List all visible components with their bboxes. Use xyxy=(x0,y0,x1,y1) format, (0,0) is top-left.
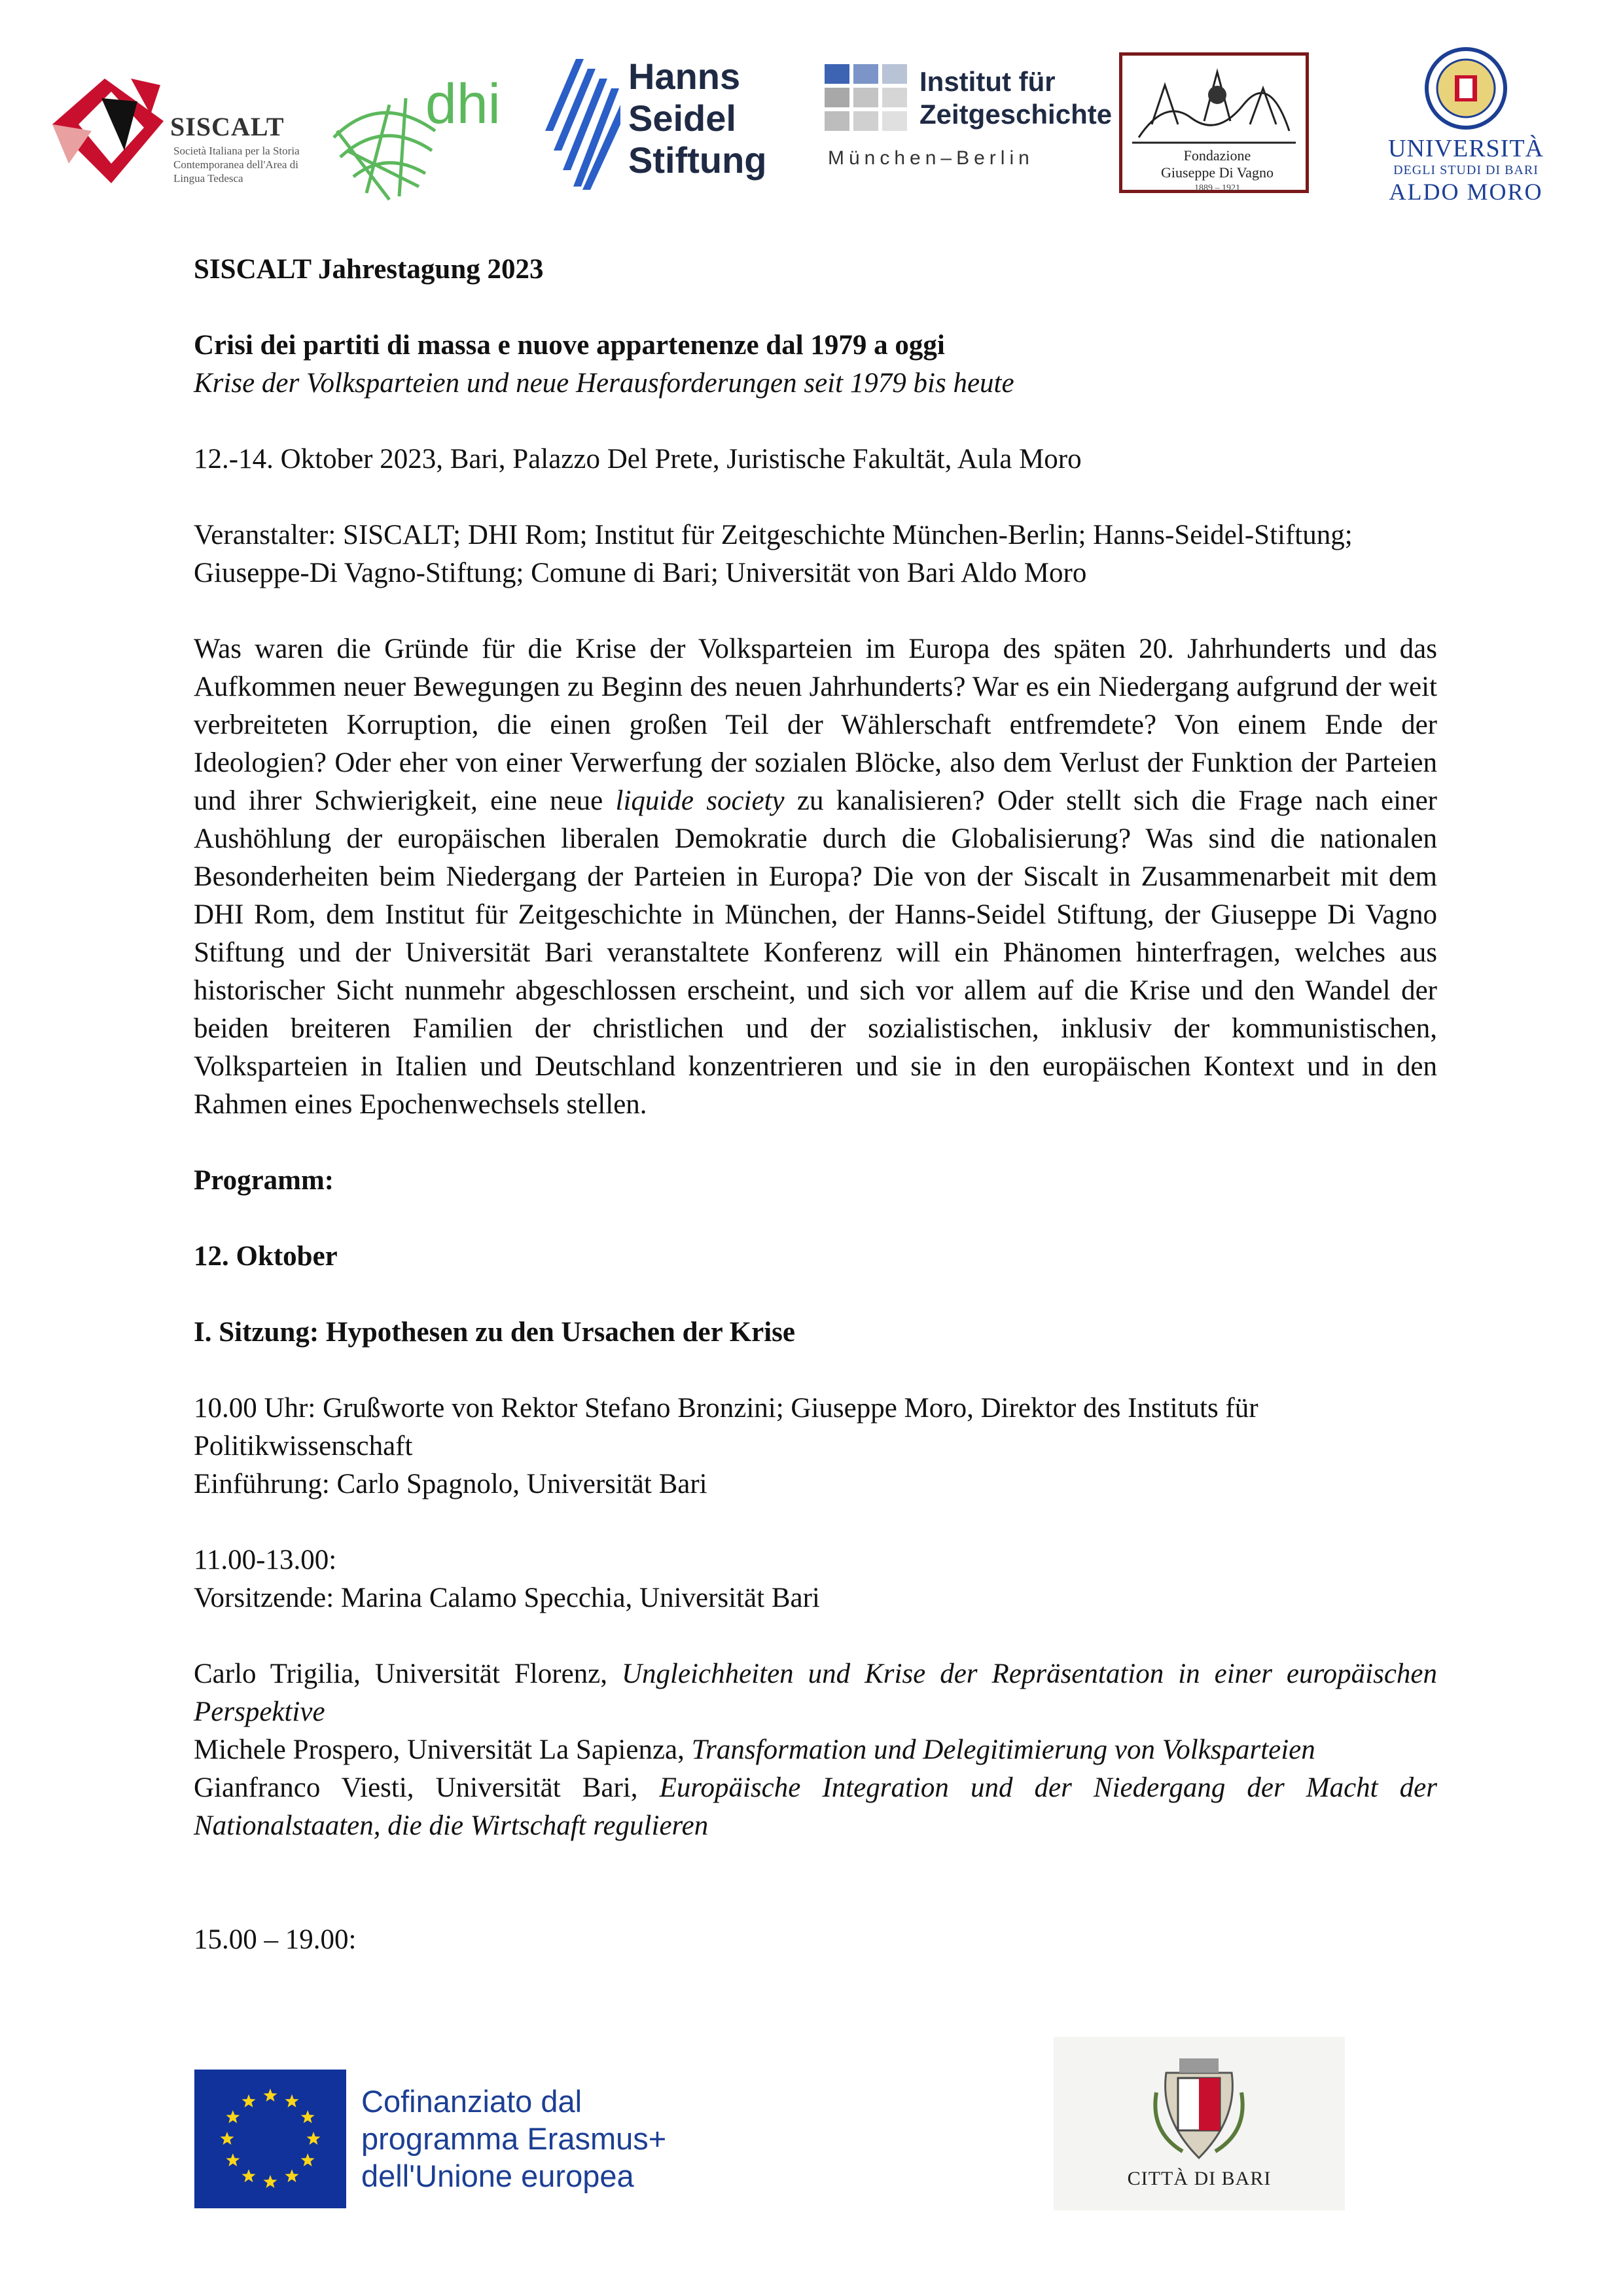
ifz-logo xyxy=(825,52,1113,203)
eu-star-icon xyxy=(221,2132,234,2145)
erasmus-line1: Cofinanziato dal xyxy=(361,2084,582,2119)
ifz-city: München–Berlin xyxy=(828,147,1034,169)
introduction-line: Einführung: Carlo Spagnolo, Universität Bari xyxy=(194,1469,707,1499)
fondazione-frame xyxy=(1119,52,1309,193)
talk-title: Transformation und Delegitimierung von Volksparteien xyxy=(691,1734,1315,1765)
eu-star-icon xyxy=(285,2094,299,2108)
fondazione-line1: Fondazione xyxy=(1183,147,1251,164)
eu-star-icon xyxy=(242,2094,256,2108)
erasmus-text xyxy=(361,2083,666,2195)
uniba-line3: ALDO MORO xyxy=(1389,179,1543,205)
eu-flag-icon xyxy=(194,2070,346,2208)
dhi-logo xyxy=(327,52,510,203)
session-heading: I. Sitzung: Hypothesen zu den Ursachen der Krise xyxy=(194,1317,795,1348)
hss-stripes-icon xyxy=(543,52,622,203)
ifz-grid-icon xyxy=(825,64,916,143)
document-body xyxy=(194,251,1437,1959)
slot1-chair: Vorsitzende: Marina Calamo Specchia, Universität Bari xyxy=(194,1583,820,1613)
uniba-seal-icon xyxy=(1423,46,1508,131)
siscalt-subtitle: Società Italiana per la Storia Contemporanea dell'Area di Lingua Tedesca xyxy=(173,145,300,185)
fondazione-di-vagno-logo xyxy=(1119,52,1309,203)
siscalt-name: SISCALT xyxy=(170,112,285,141)
organizers: Veranstalter: SISCALT; DHI Rom; Institut für Zeitgeschichte München-Berlin; Hanns-Seidel-Stiftung; Giuseppe-Di Vagno-Stiftung; Comune di Bari; Universität von Bari Aldo Moro xyxy=(194,520,1353,588)
uniba-line1: UNIVERSITÀ xyxy=(1388,135,1544,162)
welcome-line: 10.00 Uhr: Grußworte von Rektor Stefano Bronzini; Giuseppe Moro, Direktor des Instituts für Politikwissenschaft xyxy=(194,1393,1258,1462)
eu-star-icon xyxy=(301,2153,315,2166)
abstract-part1: Was waren die Gründe für die Krise der Volksparteien im Europa des späten 20. Jahrhunderts und das Aufkommen neuer Bewegungen zu Beginn des neuen Jahrhunderts? War es ein Niedergang aufgrund der weit verbreiteten Korruption, die einen großen Teil der Wählerschaft entfremdete? Von einem Ende der Ideologien? Oder eher von einer Verwerfung der sozialen Blöcke, also dem Verlust der Funktion der Parteien und ihrer Schwierigkeit, eine neue xyxy=(194,634,1437,816)
fondazione-line2: Giuseppe Di Vagno xyxy=(1161,164,1274,181)
uniba-name xyxy=(1348,134,1584,206)
abstract-part2: zu kanalisieren? Oder stellt sich die Frage nach einer Aushöhlung der europäischen liberalen Demokratie durch die Globalisierung? Was sind die nationalen Besonderheiten beim Niedergang der Parteien in Europa? Die von der Siscalt in Zusammenarbeit mit dem DHI Rom, dem Institut für Zeitgeschichte in München, der Hanns-Seidel Stiftung, der Giuseppe Di Vagno Stiftung und der Universität Bari veranstaltete Konferenz will ein Phänomen hinterfragen, welches aus historischer Sicht nunmehr abgeschlossen erscheint, und sich vor allem auf die Krise und den Wandel der beiden breiteren Familien der christlichen und der sozialistischen, inklusiv der kommunistischen, Volksparteien in Italien und Deutschland konzentrieren und sie in den europäischen Kontext und in den Rahmen eines Epochenwechsels stellen. xyxy=(194,785,1437,1120)
ifz-name xyxy=(919,65,1112,131)
uniba-logo xyxy=(1348,52,1584,203)
title-italian: Crisi dei partiti di massa e nuove appartenenze dal 1979 a oggi xyxy=(194,330,945,361)
citta-di-bari-logo xyxy=(1054,2037,1345,2210)
ifz-line1: Institut für xyxy=(919,66,1056,97)
ifz-line2: Zeitgeschichte xyxy=(919,99,1113,130)
eu-star-icon xyxy=(307,2132,321,2145)
hss-name xyxy=(628,56,766,181)
dhi-name: dhi xyxy=(425,73,501,135)
abstract-paragraph xyxy=(194,630,1437,1124)
talk-title: Ungleichheiten und Krise der Repräsentation in einer europäischen Perspektive xyxy=(194,1659,1437,1727)
uniba-line2: DEGLI STUDI DI BARI xyxy=(1393,163,1539,177)
erasmus-cofunding-logo xyxy=(194,2070,679,2208)
eu-star-icon xyxy=(285,2169,299,2182)
eu-star-icon xyxy=(301,2110,315,2123)
talk-title: Europäische Integration und der Niedergang der Macht der Nationalstaaten, die die Wirtschaft regulieren xyxy=(194,1772,1437,1841)
talk-speaker: Gianfranco Viesti, Universität Bari, xyxy=(194,1772,660,1803)
talk-item xyxy=(194,1655,1437,1731)
bari-name: CITTÀ DI BARI xyxy=(1127,2168,1272,2189)
eu-star-icon xyxy=(264,2089,277,2102)
hss-line1: Hanns xyxy=(628,56,741,97)
program-label: Programm: xyxy=(194,1165,334,1196)
siscalt-emblem-icon xyxy=(39,52,170,203)
eu-star-icon xyxy=(226,2153,240,2166)
erasmus-line2: programma Erasmus+ xyxy=(361,2121,667,2156)
date-place: 12.-14. Oktober 2023, Bari, Palazzo Del Prete, Juristische Fakultät, Aula Moro xyxy=(194,444,1082,475)
talk-speaker: Carlo Trigilia, Universität Florenz, xyxy=(194,1659,622,1689)
talk-item xyxy=(194,1731,1437,1769)
fondazione-name xyxy=(1129,147,1306,181)
hanns-seidel-logo xyxy=(543,52,805,203)
fondazione-years: 1889 – 1921 xyxy=(1194,183,1240,193)
talk-item xyxy=(194,1769,1437,1845)
day-heading: 12. Oktober xyxy=(194,1241,338,1272)
hss-line3: Stiftung xyxy=(628,139,767,181)
eu-stars-icon xyxy=(194,2070,346,2208)
logo-row xyxy=(39,52,1584,203)
eu-star-icon xyxy=(226,2110,240,2123)
conference-heading: SISCALT Jahrestagung 2023 xyxy=(194,254,544,285)
fondazione-illustration-icon xyxy=(1126,59,1302,147)
title-german: Krise der Volksparteien und neue Herausforderungen seit 1979 bis heute xyxy=(194,368,1014,399)
slot2-time: 15.00 – 19.00: xyxy=(194,1924,357,1955)
hss-line2: Seidel xyxy=(628,98,736,139)
talk-speaker: Michele Prospero, Universität La Sapienza, xyxy=(194,1734,692,1765)
eu-star-icon xyxy=(242,2169,256,2182)
eu-star-icon xyxy=(264,2175,277,2188)
abstract-italic-term: liquide society xyxy=(615,785,785,816)
siscalt-logo xyxy=(39,52,301,203)
dhi-globe-icon xyxy=(327,52,438,203)
bari-coat-of-arms-icon xyxy=(1147,2053,1251,2164)
slot1-time: 11.00-13.00: xyxy=(194,1545,337,1575)
erasmus-line3: dell'Unione europea xyxy=(361,2159,634,2193)
